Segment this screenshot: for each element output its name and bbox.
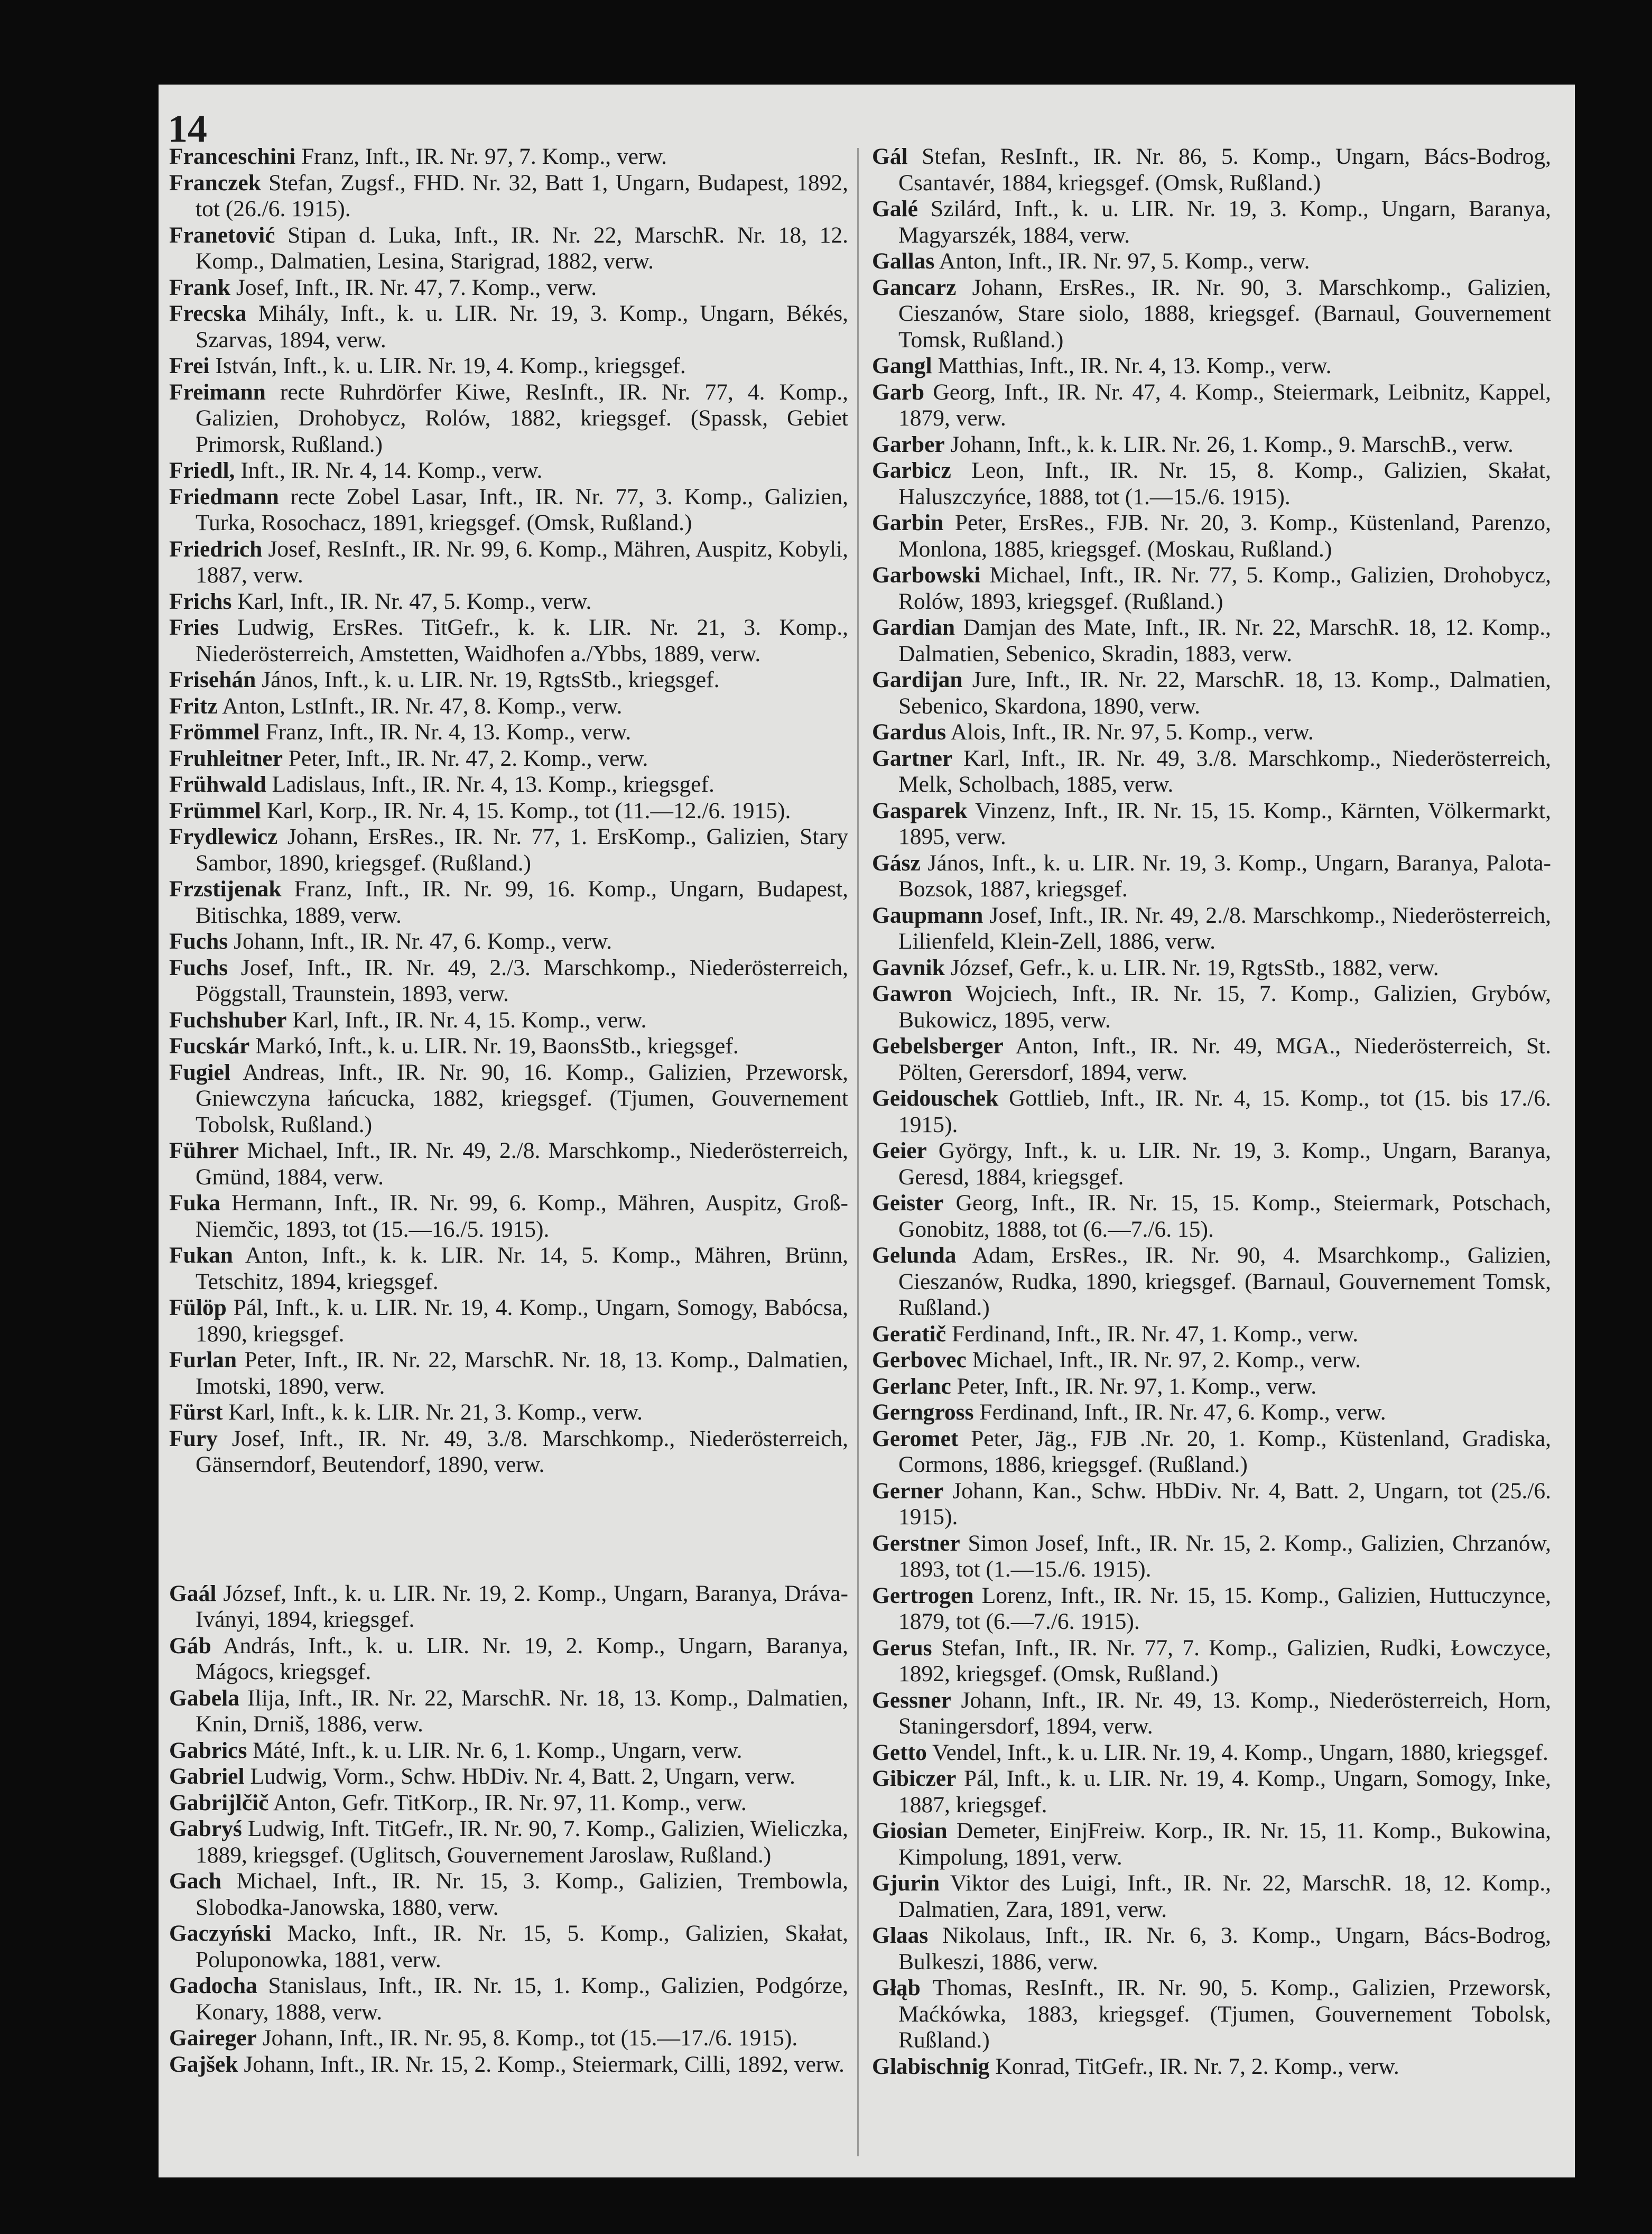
entry-details: Peter, Inft., IR. Nr. 97, 1. Komp., verw. bbox=[957, 1373, 1317, 1399]
entry-surname: Freimann bbox=[169, 379, 266, 405]
casualty-entry bbox=[872, 1426, 1551, 1478]
entry-details: Michael, Inft., IR. Nr. 97, 2. Komp., verw. bbox=[972, 1347, 1361, 1373]
entry-surname: Garb bbox=[872, 379, 925, 405]
entry-surname: Frecska bbox=[169, 301, 247, 326]
entry-surname: Geromet bbox=[872, 1425, 959, 1451]
entry-details: Johann, ErsRes., IR. Nr. 90, 3. Marschkomp., Galizien, Cieszanów, Stare siolo, 1888, kriegsgef. (Barnaul, Gouvernement Tomsk, Rußland.) bbox=[898, 274, 1552, 353]
entry-surname: Gallas bbox=[872, 248, 935, 274]
section-gap bbox=[169, 1478, 848, 1581]
entry-details: Johann, Inft., IR. Nr. 15, 2. Komp., Steiermark, Cilli, 1892, verw. bbox=[244, 2051, 844, 2077]
casualty-entry bbox=[169, 536, 848, 589]
casualty-entry bbox=[872, 1531, 1551, 1583]
entry-details: Thomas, ResInft., IR. Nr. 90, 5. Komp., Galizien, Przeworsk, Maćkówka, 1883, kriegsgef. (Tjumen, Gouvernement Tobolsk, Rußland.) bbox=[898, 1975, 1552, 2053]
casualty-entry bbox=[872, 667, 1551, 719]
casualty-entry bbox=[872, 1374, 1551, 1400]
casualty-entry bbox=[169, 1921, 848, 1973]
casualty-entry bbox=[169, 144, 848, 170]
casualty-entry bbox=[169, 2052, 848, 2078]
entry-surname: Gaupmann bbox=[872, 902, 983, 928]
casualty-entry bbox=[872, 1321, 1551, 1348]
casualty-entry bbox=[169, 1243, 848, 1295]
entry-surname: Fuchshuber bbox=[169, 1007, 287, 1033]
entry-details: Máté, Inft., k. u. LIR. Nr. 6, 1. Komp., Ungarn, verw. bbox=[253, 1737, 743, 1763]
entry-details: György, Inft., k. u. LIR. Nr. 19, 3. Komp., Ungarn, Baranya, Geresd, 1884, kriegsgef. bbox=[898, 1138, 1551, 1190]
entry-surname: Gasparek bbox=[872, 798, 968, 823]
entry-details: Michael, Inft., IR. Nr. 49, 2./8. Marschkomp., Niederösterreich, Gmünd, 1884, verw. bbox=[196, 1138, 848, 1190]
entry-surname: Gavnik bbox=[872, 954, 945, 980]
casualty-entry bbox=[169, 275, 848, 301]
entry-surname: Gertrogen bbox=[872, 1582, 974, 1608]
entry-details: Anton, Inft., k. k. LIR. Nr. 14, 5. Komp., Mähren, Brünn, Tetschitz, 1894, kriegsgef. bbox=[196, 1243, 848, 1294]
entry-details: Andreas, Inft., IR. Nr. 90, 16. Komp., Galizien, Przeworsk, Gniewczyna łańcucka, 1882, kriegsgef. (Tjumen, Gouvernement Tobolsk, Rußland.) bbox=[196, 1059, 849, 1137]
entry-details: Karl, Inft., IR. Nr. 4, 15. Komp., verw. bbox=[292, 1007, 647, 1033]
entry-surname: Fülöp bbox=[169, 1295, 227, 1320]
entry-details: Hermann, Inft., IR. Nr. 99, 6. Komp., Mähren, Auspitz, Groß-Niemčic, 1893, tot (15.—16./5. 1915). bbox=[196, 1190, 848, 1242]
entry-surname: Głąb bbox=[872, 1975, 921, 2000]
casualty-entry bbox=[169, 1138, 848, 1190]
entry-details: Josef, Inft., IR. Nr. 49, 2./3. Marschkomp., Niederösterreich, Pöggstall, Traunstein, 1893, verw. bbox=[196, 954, 848, 1006]
casualty-entry bbox=[169, 1868, 848, 1921]
entry-surname: Gawron bbox=[872, 981, 952, 1006]
casualty-entry bbox=[872, 458, 1551, 510]
entry-surname: Frydlewicz bbox=[169, 824, 278, 849]
entry-details: Johann, ErsRes., IR. Nr. 77, 1. ErsKomp., Galizien, Stary Sambor, 1890, kriegsgef. (Rußland.) bbox=[196, 824, 849, 876]
entry-surname: Gangl bbox=[872, 353, 932, 378]
entry-details: Lorenz, Inft., IR. Nr. 15, 15. Komp., Galizien, Huttuczynce, 1879, tot (6.—7./6. 1915). bbox=[898, 1582, 1552, 1634]
casualty-entry bbox=[169, 379, 848, 458]
entry-surname: Frömmel bbox=[169, 719, 260, 745]
entry-details: Josef, Inft., IR. Nr. 47, 7. Komp., verw. bbox=[236, 274, 597, 300]
entry-surname: Frisehán bbox=[169, 667, 256, 692]
entry-surname: Gadocha bbox=[169, 1973, 257, 1998]
entry-surname: Friedrich bbox=[169, 536, 263, 562]
casualty-entry bbox=[872, 2054, 1551, 2080]
casualty-entry bbox=[169, 1426, 848, 1478]
casualty-entry bbox=[169, 929, 848, 955]
entry-details: Vendel, Inft., k. u. LIR. Nr. 19, 4. Komp., Ungarn, 1880, kriegsgef. bbox=[932, 1739, 1548, 1765]
entry-details: Ladislaus, Inft., IR. Nr. 4, 13. Komp., kriegsgef. bbox=[272, 772, 714, 797]
entry-details: József, Inft., k. u. LIR. Nr. 19, 2. Komp., Ungarn, Baranya, Dráva-Iványi, 1894, kriegsgef. bbox=[196, 1580, 849, 1632]
entry-surname: Gabrijlčič bbox=[169, 1790, 269, 1815]
entry-details: Franz, Inft., IR. Nr. 99, 16. Komp., Ungarn, Budapest, Bitischka, 1889, verw. bbox=[196, 876, 849, 928]
casualty-entry bbox=[169, 1764, 848, 1790]
entry-surname: Fuchs bbox=[169, 954, 228, 980]
entry-details: Karl, Inft., k. k. LIR. Nr. 21, 3. Komp., verw. bbox=[228, 1399, 643, 1425]
casualty-entry bbox=[169, 772, 848, 798]
left-column bbox=[169, 144, 848, 2078]
entry-surname: Garbin bbox=[872, 510, 944, 535]
casualty-entry bbox=[872, 562, 1551, 615]
casualty-entry bbox=[872, 1138, 1551, 1190]
entry-details: Damjan des Mate, Inft., IR. Nr. 22, MarschR. 18, 12. Komp., Dalmatien, Sebenico, Skradin, 1883, verw. bbox=[898, 615, 1551, 666]
entry-details: Szilárd, Inft., k. u. LIR. Nr. 19, 3. Komp., Ungarn, Baranya, Magyarszék, 1884, verw. bbox=[898, 196, 1551, 248]
entry-details: Viktor des Luigi, Inft., IR. Nr. 22, MarschR. 18, 12. Komp., Dalmatien, Zara, 1891, verw. bbox=[898, 1870, 1552, 1922]
entry-surname: Gerstner bbox=[872, 1530, 960, 1556]
entry-surname: Gardijan bbox=[872, 667, 963, 692]
casualty-entry bbox=[169, 719, 848, 746]
entry-surname: Fruhleitner bbox=[169, 745, 283, 771]
entry-surname: Gartner bbox=[872, 745, 953, 771]
entry-details: Josef, Inft., IR. Nr. 49, 2./8. Marschkomp., Niederösterreich, Lilienfeld, Klein-Zell, 1886, verw. bbox=[898, 902, 1551, 954]
entry-details: Demeter, EinjFreiw. Korp., IR. Nr. 15, 11. Komp., Bukowina, Kimpolung, 1891, verw. bbox=[898, 1818, 1552, 1870]
entry-surname: Fury bbox=[169, 1425, 218, 1451]
entry-details: Matthias, Inft., IR. Nr. 4, 13. Komp., verw. bbox=[938, 353, 1332, 378]
entry-surname: Geister bbox=[872, 1190, 944, 1216]
casualty-entry bbox=[169, 223, 848, 275]
entry-details: Georg, Inft., IR. Nr. 15, 15. Komp., Steiermark, Potschach, Gonobitz, 1888, tot (6.—7./6. 15). bbox=[898, 1190, 1552, 1242]
casualty-entry bbox=[872, 903, 1551, 955]
casualty-entry bbox=[872, 1086, 1551, 1138]
entry-surname: Fucskár bbox=[169, 1033, 250, 1059]
entry-details: János, Inft., k. u. LIR. Nr. 19, 3. Komp., Ungarn, Baranya, Palota-Bozsok, 1887, kriegsgef. bbox=[898, 850, 1552, 902]
entry-surname: Gardus bbox=[872, 719, 946, 745]
casualty-entry bbox=[169, 2025, 848, 2052]
right-column bbox=[872, 144, 1551, 2080]
entry-surname: Galé bbox=[872, 196, 918, 221]
casualty-entry bbox=[169, 458, 848, 484]
entry-details: Ferdinand, Inft., IR. Nr. 47, 6. Komp., verw. bbox=[979, 1399, 1386, 1425]
entry-details: Stipan d. Luka, Inft., IR. Nr. 22, MarschR. Nr. 18, 12. Komp., Dalmatien, Lesina, Starigrad, 1882, verw. bbox=[196, 222, 848, 274]
casualty-entry bbox=[169, 301, 848, 353]
entry-surname: Fuchs bbox=[169, 929, 228, 954]
entry-surname: Gabriel bbox=[169, 1764, 245, 1789]
entry-details: Johann, Kan., Schw. HbDiv. Nr. 4, Batt. 2, Ungarn, tot (25./6. 1915). bbox=[898, 1478, 1551, 1529]
entry-details: Pál, Inft., k. u. LIR. Nr. 19, 4. Komp., Ungarn, Somogy, Babócsa, 1890, kriegsgef. bbox=[196, 1295, 848, 1347]
casualty-entry bbox=[169, 1685, 848, 1738]
casualty-entry bbox=[872, 432, 1551, 458]
entry-details: Macko, Inft., IR. Nr. 15, 5. Komp., Galizien, Skałat, Poluponowka, 1881, verw. bbox=[196, 1921, 848, 1972]
casualty-entry bbox=[872, 746, 1551, 798]
entry-surname: Gász bbox=[872, 850, 921, 876]
entry-surname: Giosian bbox=[872, 1818, 948, 1843]
entry-details: Konrad, TitGefr., IR. Nr. 7, 2. Komp., verw. bbox=[995, 2053, 1399, 2079]
entry-surname: Friedl, bbox=[169, 458, 235, 483]
entry-details: Adam, ErsRes., IR. Nr. 90, 4. Msarchkomp., Galizien, Cieszanów, Rudka, 1890, kriegsgef. (Barnaul, Gouvernement Tomsk, Rußland.) bbox=[898, 1243, 1551, 1320]
casualty-entry bbox=[872, 981, 1551, 1033]
casualty-entry bbox=[872, 248, 1551, 275]
casualty-entry bbox=[872, 275, 1551, 354]
casualty-entry bbox=[169, 746, 848, 772]
entry-surname: Gelunda bbox=[872, 1243, 957, 1268]
entry-surname: Gaczyński bbox=[169, 1921, 272, 1946]
entry-surname: Frümmel bbox=[169, 798, 261, 823]
casualty-entry bbox=[872, 1399, 1551, 1426]
entry-details: Anton, Inft., IR. Nr. 49, MGA., Niederösterreich, St. Pölten, Gerersdorf, 1894, verw. bbox=[898, 1033, 1552, 1085]
entry-surname: Gerlanc bbox=[872, 1373, 951, 1399]
entry-details: András, Inft., k. u. LIR. Nr. 19, 2. Komp., Ungarn, Baranya, Mágocs, kriegsgef. bbox=[196, 1633, 848, 1684]
entry-surname: Garber bbox=[872, 431, 945, 457]
entry-details: Franz, Inft., IR. Nr. 97, 7. Komp., verw. bbox=[301, 144, 667, 169]
entry-surname: Gancarz bbox=[872, 274, 957, 300]
entry-surname: Gál bbox=[872, 144, 908, 169]
entry-details: Gottlieb, Inft., IR. Nr. 4, 15. Komp., tot (15. bis 17./6. 1915). bbox=[898, 1086, 1551, 1137]
entry-surname: Garbicz bbox=[872, 458, 951, 483]
casualty-entry bbox=[872, 1583, 1551, 1635]
entry-surname: Gerngross bbox=[872, 1399, 974, 1425]
entry-surname: Gabryś bbox=[169, 1816, 242, 1841]
entry-details: Simon Josef, Inft., IR. Nr. 15, 2. Komp., Galizien, Chrzanów, 1893, tot (1.—15./6. 1915). bbox=[898, 1530, 1551, 1582]
entry-details: Josef, Inft., IR. Nr. 49, 3./8. Marschkomp., Niederösterreich, Gänserndorf, Beutendorf, 1890, verw. bbox=[196, 1425, 848, 1477]
entry-details: Vinzenz, Inft., IR. Nr. 15, 15. Komp., Kärnten, Völkermarkt, 1895, verw. bbox=[898, 798, 1551, 849]
casualty-entry bbox=[169, 693, 848, 720]
entry-surname: Geier bbox=[872, 1138, 927, 1163]
document-page bbox=[159, 85, 1575, 2177]
entry-surname: Getto bbox=[872, 1739, 927, 1765]
entry-surname: Friedmann bbox=[169, 484, 279, 509]
entry-surname: Geratič bbox=[872, 1321, 946, 1347]
entry-details: Nikolaus, Inft., IR. Nr. 6, 3. Komp., Ungarn, Bács-Bodrog, Bulkeszi, 1886, verw. bbox=[898, 1923, 1551, 1975]
casualty-entry bbox=[169, 1060, 848, 1138]
entry-surname: Fuka bbox=[169, 1190, 220, 1216]
casualty-entry bbox=[169, 824, 848, 876]
entry-details: Markó, Inft., k. u. LIR. Nr. 19, BaonsStb., kriegsgef. bbox=[255, 1033, 739, 1059]
entry-details: recte Ruhrdörfer Kiwe, ResInft., IR. Nr. 77, 4. Komp., Galizien, Drohobycz, Rolów, 1882, kriegsgef. (Spassk, Gebiet Primorsk, Rußland.) bbox=[196, 379, 848, 457]
casualty-entry bbox=[872, 1818, 1551, 1870]
entry-surname: Gerner bbox=[872, 1478, 944, 1504]
entry-surname: Franceschini bbox=[169, 144, 296, 169]
entry-details: Josef, ResInft., IR. Nr. 99, 6. Komp., Mähren, Auspitz, Kobyli, 1887, verw. bbox=[196, 536, 849, 588]
entry-surname: Gabrics bbox=[169, 1737, 247, 1763]
entry-surname: Garbowski bbox=[872, 562, 981, 588]
casualty-entry bbox=[169, 170, 848, 223]
column-divider bbox=[857, 148, 859, 2156]
entry-details: Stefan, Inft., IR. Nr. 77, 7. Komp., Galizien, Rudki, Łowczyce, 1892, kriegsgef. (Omsk, Rußland.) bbox=[898, 1635, 1551, 1686]
entry-surname: Geidouschek bbox=[872, 1086, 999, 1111]
entry-details: recte Zobel Lasar, Inft., IR. Nr. 77, 3. Komp., Galizien, Turka, Rosochacz, 1891, kriegsgef. (Omsk, Rußland.) bbox=[196, 484, 849, 535]
entry-surname: Franczek bbox=[169, 170, 261, 196]
casualty-entry bbox=[169, 1581, 848, 1633]
entry-surname: Gessner bbox=[872, 1687, 951, 1713]
entry-details: Johann, Inft., k. k. LIR. Nr. 26, 1. Komp., 9. MarschB., verw. bbox=[950, 431, 1514, 457]
casualty-entry bbox=[872, 1190, 1551, 1243]
entry-surname: Gjurin bbox=[872, 1870, 940, 1896]
entry-details: Michael, Inft., IR. Nr. 15, 3. Komp., Galizien, Trembowla, Slobodka-Janowska, 1880, verw. bbox=[196, 1868, 849, 1920]
entry-details: Ludwig, ErsRes. TitGefr., k. k. LIR. Nr. 21, 3. Komp., Niederösterreich, Amstetten, Waidhofen a./Ybbs, 1889, verw. bbox=[196, 615, 848, 666]
entry-details: Karl, Inft., IR. Nr. 49, 3./8. Marschkomp., Niederösterreich, Melk, Scholbach, 1885, verw. bbox=[898, 745, 1551, 797]
casualty-entry bbox=[872, 353, 1551, 379]
casualty-entry bbox=[872, 1033, 1551, 1086]
entry-surname: Frichs bbox=[169, 588, 232, 614]
casualty-entry bbox=[169, 1007, 848, 1034]
casualty-entry bbox=[169, 1790, 848, 1816]
entry-surname: Frank bbox=[169, 274, 231, 300]
casualty-entry bbox=[169, 1190, 848, 1243]
entry-surname: Gerus bbox=[872, 1635, 932, 1661]
entry-surname: Fugiel bbox=[169, 1059, 230, 1085]
entry-surname: Frzstijenak bbox=[169, 876, 282, 902]
casualty-entry bbox=[872, 1243, 1551, 1321]
entry-details: Ilija, Inft., IR. Nr. 22, MarschR. Nr. 18, 13. Komp., Dalmatien, Knin, Drniš, 1886, verw. bbox=[196, 1685, 849, 1737]
entry-details: Leon, Inft., IR. Nr. 15, 8. Komp., Galizien, Skałat, Haluszczyńce, 1888, tot (1.—15./6. 1915). bbox=[898, 458, 1551, 509]
casualty-entry bbox=[169, 589, 848, 615]
entry-details: Johann, Inft., IR. Nr. 47, 6. Komp., verw. bbox=[234, 929, 612, 954]
casualty-entry bbox=[169, 1973, 848, 2025]
casualty-entry bbox=[872, 798, 1551, 850]
entry-details: Inft., IR. Nr. 4, 14. Komp., verw. bbox=[240, 458, 543, 483]
entry-surname: Fukan bbox=[169, 1243, 233, 1268]
casualty-entry bbox=[872, 615, 1551, 667]
entry-details: Peter, Jäg., FJB .Nr. 20, 1. Komp., Küstenland, Gradiska, Cormons, 1886, kriegsgef. (Rußland.) bbox=[898, 1425, 1552, 1477]
entry-details: Karl, Inft., IR. Nr. 47, 5. Komp., verw. bbox=[237, 588, 592, 614]
casualty-entry bbox=[169, 1633, 848, 1685]
entry-details: Stefan, Zugsf., FHD. Nr. 32, Batt 1, Ungarn, Budapest, 1892, tot (26./6. 1915). bbox=[196, 170, 849, 221]
entry-surname: Gach bbox=[169, 1868, 222, 1894]
casualty-entry bbox=[872, 719, 1551, 746]
entry-details: Johann, Inft., IR. Nr. 95, 8. Komp., tot (15.—17./6. 1915). bbox=[262, 2025, 798, 2051]
casualty-entry bbox=[872, 955, 1551, 981]
casualty-entry bbox=[872, 144, 1551, 196]
entry-surname: Gebelsberger bbox=[872, 1033, 1004, 1059]
entry-surname: Fürst bbox=[169, 1399, 223, 1425]
entry-surname: Furlan bbox=[169, 1347, 237, 1373]
entry-details: Michael, Inft., IR. Nr. 77, 5. Komp., Galizien, Drohobycz, Rolów, 1893, kriegsgef. (Rußland.) bbox=[898, 562, 1551, 614]
entry-surname: Glabischnig bbox=[872, 2053, 990, 2079]
casualty-entry bbox=[872, 196, 1551, 248]
entry-surname: Gaál bbox=[169, 1580, 217, 1606]
entry-surname: Fries bbox=[169, 615, 219, 640]
casualty-entry bbox=[169, 955, 848, 1007]
entry-surname: Gaireger bbox=[169, 2025, 257, 2051]
entry-surname: Gerbovec bbox=[872, 1347, 967, 1373]
entry-details: Alois, Inft., IR. Nr. 97, 5. Komp., verw. bbox=[950, 719, 1314, 745]
casualty-entry bbox=[169, 1738, 848, 1764]
casualty-entry bbox=[872, 1975, 1551, 2054]
casualty-entry bbox=[169, 1033, 848, 1060]
entry-surname: Führer bbox=[169, 1138, 239, 1163]
entry-details: Ferdinand, Inft., IR. Nr. 47, 1. Komp., verw. bbox=[951, 1321, 1359, 1347]
casualty-entry bbox=[872, 1766, 1551, 1818]
page-number: 14 bbox=[168, 107, 207, 151]
entry-details: János, Inft., k. u. LIR. Nr. 19, RgtsStb., kriegsgef. bbox=[262, 667, 720, 692]
entry-details: Stefan, ResInft., IR. Nr. 86, 5. Komp., Ungarn, Bács-Bodrog, Csantavér, 1884, kriegsgef. (Omsk, Rußland.) bbox=[898, 144, 1551, 196]
entry-surname: Gibiczer bbox=[872, 1766, 957, 1791]
casualty-entry bbox=[872, 1740, 1551, 1766]
casualty-entry bbox=[872, 1923, 1551, 1975]
casualty-entry bbox=[169, 1816, 848, 1868]
casualty-entry bbox=[872, 1635, 1551, 1688]
entry-details: Anton, Inft., IR. Nr. 97, 5. Komp., verw. bbox=[939, 248, 1310, 274]
entry-surname: Fritz bbox=[169, 693, 218, 719]
casualty-entry bbox=[872, 850, 1551, 903]
casualty-entry bbox=[872, 1347, 1551, 1374]
casualty-entry bbox=[872, 510, 1551, 562]
entry-surname: Franetović bbox=[169, 222, 275, 248]
entry-details: Peter, Inft., IR. Nr. 47, 2. Komp., verw. bbox=[288, 745, 648, 771]
entry-details: József, Gefr., k. u. LIR. Nr. 19, RgtsStb., 1882, verw. bbox=[950, 954, 1439, 980]
entry-details: Georg, Inft., IR. Nr. 47, 4. Komp., Steiermark, Leibnitz, Kappel, 1879, verw. bbox=[898, 379, 1551, 431]
entry-details: Ludwig, Inft. TitGefr., IR. Nr. 90, 7. Komp., Galizien, Wieliczka, 1889, kriegsgef. (Uglitsch, Gouvernement Jaroslaw, Rußland.) bbox=[196, 1816, 848, 1868]
entry-details: Anton, Gefr. TitKorp., IR. Nr. 97, 11. Komp., verw. bbox=[273, 1790, 747, 1815]
casualty-entry bbox=[169, 798, 848, 824]
entry-details: Jure, Inft., IR. Nr. 22, MarschR. 18, 13. Komp., Dalmatien, Sebenico, Skardona, 1890, verw. bbox=[898, 667, 1552, 719]
casualty-entry bbox=[169, 667, 848, 693]
casualty-entry bbox=[169, 876, 848, 929]
casualty-entry bbox=[169, 353, 848, 379]
entry-surname: Glaas bbox=[872, 1923, 929, 1948]
casualty-entry bbox=[169, 1399, 848, 1426]
casualty-entry bbox=[872, 1478, 1551, 1531]
entry-details: Wojciech, Inft., IR. Nr. 15, 7. Komp., Galizien, Grybów, Bukowicz, 1895, verw. bbox=[898, 981, 1551, 1033]
entry-surname: Gajšek bbox=[169, 2051, 238, 2077]
entry-surname: Gáb bbox=[169, 1633, 211, 1658]
entry-surname: Gabela bbox=[169, 1685, 239, 1711]
entry-surname: Frühwald bbox=[169, 772, 266, 797]
entry-details: Mihály, Inft., k. u. LIR. Nr. 19, 3. Komp., Ungarn, Békés, Szarvas, 1894, verw. bbox=[196, 301, 848, 353]
entry-details: Peter, Inft., IR. Nr. 22, MarschR. Nr. 18, 13. Komp., Dalmatien, Imotski, 1890, verw. bbox=[196, 1347, 848, 1399]
casualty-entry bbox=[169, 615, 848, 667]
entry-details: István, Inft., k. u. LIR. Nr. 19, 4. Komp., kriegsgef. bbox=[215, 353, 686, 378]
casualty-entry bbox=[872, 1870, 1551, 1923]
casualty-entry bbox=[872, 379, 1551, 432]
entry-details: Franz, Inft., IR. Nr. 4, 13. Komp., verw. bbox=[265, 719, 632, 745]
entry-details: Pál, Inft., k. u. LIR. Nr. 19, 4. Komp., Ungarn, Somogy, Inke, 1887, kriegsgef. bbox=[898, 1766, 1552, 1818]
casualty-entry bbox=[169, 1347, 848, 1399]
entry-details: Anton, LstInft., IR. Nr. 47, 8. Komp., verw. bbox=[222, 693, 623, 719]
entry-details: Ludwig, Vorm., Schw. HbDiv. Nr. 4, Batt. 2, Ungarn, verw. bbox=[250, 1764, 795, 1789]
casualty-entry bbox=[872, 1688, 1551, 1740]
entry-surname: Frei bbox=[169, 353, 210, 378]
entry-details: Johann, Inft., IR. Nr. 49, 13. Komp., Niederösterreich, Horn, Staningersdorf, 1894, verw. bbox=[898, 1687, 1552, 1739]
entry-surname: Gardian bbox=[872, 615, 955, 640]
entry-details: Stanislaus, Inft., IR. Nr. 15, 1. Komp., Galizien, Podgórze, Konary, 1888, verw. bbox=[196, 1973, 848, 2025]
casualty-entry bbox=[169, 484, 848, 536]
casualty-entry bbox=[169, 1295, 848, 1347]
entry-details: Peter, ErsRes., FJB. Nr. 20, 3. Komp., Küstenland, Parenzo, Monlona, 1885, kriegsgef. (Moskau, Rußland.) bbox=[898, 510, 1551, 562]
entry-details: Karl, Korp., IR. Nr. 4, 15. Komp., tot (11.—12./6. 1915). bbox=[266, 798, 791, 823]
